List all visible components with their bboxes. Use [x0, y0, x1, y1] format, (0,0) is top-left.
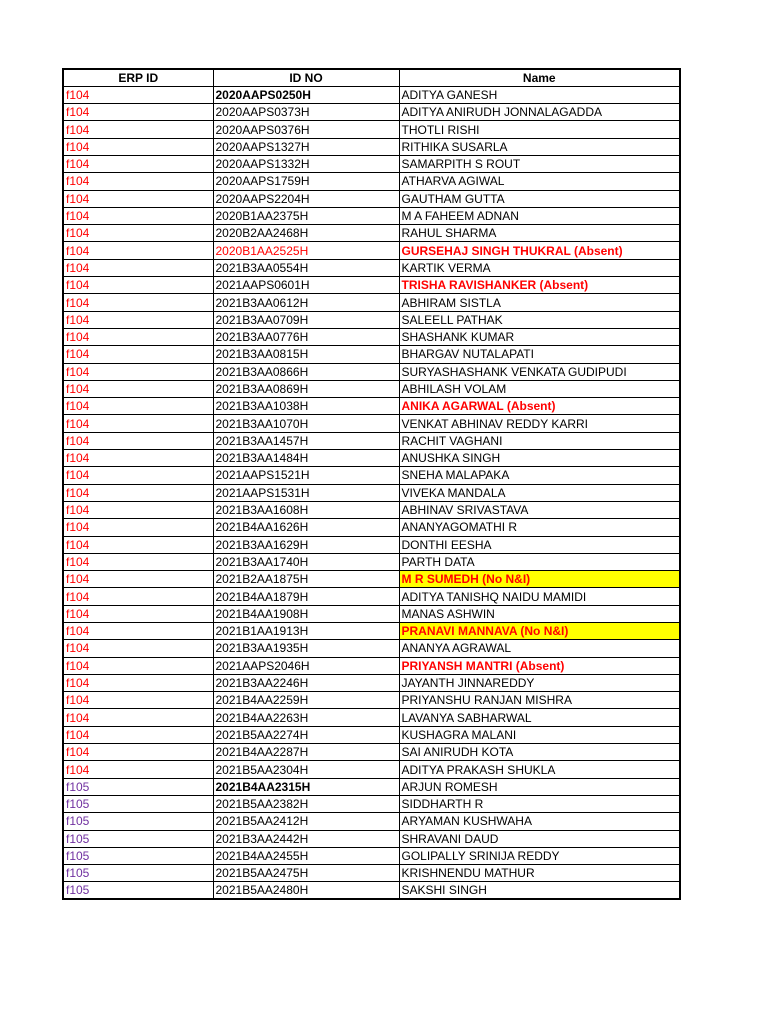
- id-no-cell: 2021B4AA2259H: [213, 692, 399, 709]
- name-cell: PRIYANSH MANTRI (Absent): [399, 657, 680, 674]
- name-cell: MANAS ASHWIN: [399, 605, 680, 622]
- erp-id-cell: f105: [63, 830, 213, 847]
- id-no-cell: 2021B3AA0776H: [213, 328, 399, 345]
- erp-id-cell: f104: [63, 553, 213, 570]
- name-cell: ADITYA GANESH: [399, 86, 680, 103]
- name-cell: M A FAHEEM ADNAN: [399, 207, 680, 224]
- header-erp-id: ERP ID: [63, 69, 213, 86]
- table-row: [63, 363, 680, 380]
- table-row: [63, 553, 680, 570]
- id-no-cell: 2021B3AA0554H: [213, 259, 399, 276]
- table-row: [63, 398, 680, 415]
- id-no-cell: 2020AAPS0250H: [213, 86, 399, 103]
- name-cell: SURYASHASHANK VENKATA GUDIPUDI: [399, 363, 680, 380]
- table-row: [63, 277, 680, 294]
- table-row: [63, 501, 680, 518]
- id-no-cell: 2021B3AA1740H: [213, 553, 399, 570]
- erp-id-cell: f104: [63, 467, 213, 484]
- table-row: [63, 847, 680, 864]
- id-no-cell: 2021B4AA2315H: [213, 778, 399, 795]
- name-cell: PARTH DATA: [399, 553, 680, 570]
- erp-id-cell: f104: [63, 363, 213, 380]
- table-row: [63, 450, 680, 467]
- name-cell: SAMARPITH S ROUT: [399, 155, 680, 172]
- header-id-no: ID NO: [213, 69, 399, 86]
- erp-id-cell: f104: [63, 657, 213, 674]
- header-name: Name: [399, 69, 680, 86]
- erp-id-cell: f104: [63, 225, 213, 242]
- name-cell: RAHUL SHARMA: [399, 225, 680, 242]
- table-row: [63, 138, 680, 155]
- table-row: [63, 207, 680, 224]
- erp-id-cell: f104: [63, 674, 213, 691]
- name-cell: JAYANTH JINNAREDDY: [399, 674, 680, 691]
- table-row: [63, 657, 680, 674]
- table-row: [63, 744, 680, 761]
- id-no-cell: 2020AAPS2204H: [213, 190, 399, 207]
- table-row: [63, 795, 680, 812]
- id-no-cell: 2021B5AA2382H: [213, 795, 399, 812]
- erp-id-cell: f104: [63, 207, 213, 224]
- table-row: [63, 640, 680, 657]
- id-no-cell: 2021B4AA1908H: [213, 605, 399, 622]
- table-body: [63, 86, 680, 899]
- name-cell: ADITYA ANIRUDH JONNALAGADDA: [399, 104, 680, 121]
- name-cell: SIDDHARTH R: [399, 795, 680, 812]
- erp-id-cell: f104: [63, 432, 213, 449]
- erp-id-cell: f104: [63, 242, 213, 259]
- id-no-cell: 2021B3AA0612H: [213, 294, 399, 311]
- id-no-cell: 2021B3AA1070H: [213, 415, 399, 432]
- id-no-cell: 2021B1AA1913H: [213, 623, 399, 640]
- name-cell: ANANYAGOMATHI R: [399, 519, 680, 536]
- erp-id-cell: f105: [63, 813, 213, 830]
- name-cell: ANUSHKA SINGH: [399, 450, 680, 467]
- erp-id-cell: f104: [63, 761, 213, 778]
- erp-id-cell: f104: [63, 726, 213, 743]
- name-cell: SNEHA MALAPAKA: [399, 467, 680, 484]
- attendance-table: [62, 68, 681, 900]
- id-no-cell: 2020B2AA2468H: [213, 225, 399, 242]
- table-row: [63, 726, 680, 743]
- table-row: [63, 242, 680, 259]
- erp-id-cell: f104: [63, 640, 213, 657]
- table-row: [63, 674, 680, 691]
- name-cell: RACHIT VAGHANI: [399, 432, 680, 449]
- name-cell: SHRAVANI DAUD: [399, 830, 680, 847]
- table-row: [63, 173, 680, 190]
- id-no-cell: 2021B2AA1875H: [213, 571, 399, 588]
- name-cell: DONTHI EESHA: [399, 536, 680, 553]
- id-no-cell: 2021B3AA0866H: [213, 363, 399, 380]
- id-no-cell: 2021B3AA0869H: [213, 380, 399, 397]
- table-row: [63, 865, 680, 882]
- name-cell: SAI ANIRUDH KOTA: [399, 744, 680, 761]
- table-row: [63, 778, 680, 795]
- erp-id-cell: f104: [63, 86, 213, 103]
- name-cell: ANANYA AGRAWAL: [399, 640, 680, 657]
- erp-id-cell: f104: [63, 450, 213, 467]
- erp-id-cell: f104: [63, 484, 213, 501]
- id-no-cell: 2021B4AA2287H: [213, 744, 399, 761]
- id-no-cell: 2021B3AA2246H: [213, 674, 399, 691]
- erp-id-cell: f104: [63, 588, 213, 605]
- name-cell: ATHARVA AGIWAL: [399, 173, 680, 190]
- erp-id-cell: f104: [63, 709, 213, 726]
- id-no-cell: 2021B3AA1484H: [213, 450, 399, 467]
- id-no-cell: 2021B4AA2263H: [213, 709, 399, 726]
- table-row: [63, 190, 680, 207]
- erp-id-cell: f104: [63, 519, 213, 536]
- id-no-cell: 2021B3AA2442H: [213, 830, 399, 847]
- id-no-cell: 2021AAPS1521H: [213, 467, 399, 484]
- id-no-cell: 2020AAPS0373H: [213, 104, 399, 121]
- id-no-cell: 2021AAPS2046H: [213, 657, 399, 674]
- id-no-cell: 2021B5AA2274H: [213, 726, 399, 743]
- name-cell: LAVANYA SABHARWAL: [399, 709, 680, 726]
- erp-id-cell: f104: [63, 744, 213, 761]
- table-row: [63, 484, 680, 501]
- erp-id-cell: f104: [63, 692, 213, 709]
- table-row: [63, 588, 680, 605]
- table-row: [63, 813, 680, 830]
- erp-id-cell: f104: [63, 536, 213, 553]
- name-cell: ANIKA AGARWAL (Absent): [399, 398, 680, 415]
- id-no-cell: 2021B4AA1879H: [213, 588, 399, 605]
- erp-id-cell: f105: [63, 795, 213, 812]
- table-row: [63, 380, 680, 397]
- id-no-cell: 2021B3AA1629H: [213, 536, 399, 553]
- erp-id-cell: f104: [63, 398, 213, 415]
- id-no-cell: 2021B4AA1626H: [213, 519, 399, 536]
- erp-id-cell: f105: [63, 847, 213, 864]
- erp-id-cell: f104: [63, 571, 213, 588]
- erp-id-cell: f104: [63, 259, 213, 276]
- erp-id-cell: f104: [63, 380, 213, 397]
- name-cell: GURSEHAJ SINGH THUKRAL (Absent): [399, 242, 680, 259]
- erp-id-cell: f104: [63, 346, 213, 363]
- erp-id-cell: f104: [63, 501, 213, 518]
- table-row: [63, 155, 680, 172]
- erp-id-cell: f104: [63, 311, 213, 328]
- name-cell: M R SUMEDH (No N&I): [399, 571, 680, 588]
- table-row: [63, 709, 680, 726]
- erp-id-cell: f104: [63, 138, 213, 155]
- name-cell: ADITYA PRAKASH SHUKLA: [399, 761, 680, 778]
- id-no-cell: 2021B3AA1457H: [213, 432, 399, 449]
- name-cell: ABHIRAM SISTLA: [399, 294, 680, 311]
- name-cell: VENKAT ABHINAV REDDY KARRI: [399, 415, 680, 432]
- id-no-cell: 2021B3AA0815H: [213, 346, 399, 363]
- erp-id-cell: f104: [63, 104, 213, 121]
- erp-id-cell: f105: [63, 865, 213, 882]
- erp-id-cell: f104: [63, 623, 213, 640]
- name-cell: GAUTHAM GUTTA: [399, 190, 680, 207]
- name-cell: SAKSHI SINGH: [399, 882, 680, 899]
- table-row: [63, 328, 680, 345]
- table-row: [63, 882, 680, 899]
- erp-id-cell: f105: [63, 882, 213, 899]
- id-no-cell: 2021B5AA2412H: [213, 813, 399, 830]
- id-no-cell: 2021AAPS1531H: [213, 484, 399, 501]
- id-no-cell: 2020AAPS1759H: [213, 173, 399, 190]
- id-no-cell: 2020AAPS1327H: [213, 138, 399, 155]
- table-row: [63, 311, 680, 328]
- table-row: [63, 294, 680, 311]
- id-no-cell: 2021B3AA1608H: [213, 501, 399, 518]
- table-row: [63, 432, 680, 449]
- id-no-cell: 2020B1AA2375H: [213, 207, 399, 224]
- table-row: [63, 519, 680, 536]
- erp-id-cell: f104: [63, 190, 213, 207]
- table-row: [63, 86, 680, 103]
- table-row: [63, 415, 680, 432]
- table-row: [63, 259, 680, 276]
- name-cell: PRIYANSHU RANJAN MISHRA: [399, 692, 680, 709]
- id-no-cell: 2021B4AA2455H: [213, 847, 399, 864]
- table-row: [63, 346, 680, 363]
- table-row: [63, 104, 680, 121]
- name-cell: KRISHNENDU MATHUR: [399, 865, 680, 882]
- erp-id-cell: f104: [63, 173, 213, 190]
- erp-id-cell: f104: [63, 155, 213, 172]
- name-cell: KUSHAGRA MALANI: [399, 726, 680, 743]
- erp-id-cell: f104: [63, 605, 213, 622]
- erp-id-cell: f104: [63, 121, 213, 138]
- name-cell: SHASHANK KUMAR: [399, 328, 680, 345]
- id-no-cell: 2020AAPS1332H: [213, 155, 399, 172]
- name-cell: ABHINAV SRIVASTAVA: [399, 501, 680, 518]
- erp-id-cell: f104: [63, 328, 213, 345]
- name-cell: GOLIPALLY SRINIJA REDDY: [399, 847, 680, 864]
- name-cell: SALEELL PATHAK: [399, 311, 680, 328]
- table-row: [63, 605, 680, 622]
- table-row: [63, 121, 680, 138]
- id-no-cell: 2021B3AA0709H: [213, 311, 399, 328]
- table-row: [63, 571, 680, 588]
- name-cell: ABHILASH VOLAM: [399, 380, 680, 397]
- name-cell: ADITYA TANISHQ NAIDU MAMIDI: [399, 588, 680, 605]
- erp-id-cell: f104: [63, 415, 213, 432]
- id-no-cell: 2020B1AA2525H: [213, 242, 399, 259]
- name-cell: VIVEKA MANDALA: [399, 484, 680, 501]
- name-cell: BHARGAV NUTALAPATI: [399, 346, 680, 363]
- table-row: [63, 692, 680, 709]
- erp-id-cell: f104: [63, 294, 213, 311]
- header-row: [63, 69, 680, 86]
- table-row: [63, 536, 680, 553]
- table-row: [63, 225, 680, 242]
- name-cell: RITHIKA SUSARLA: [399, 138, 680, 155]
- table-row: [63, 830, 680, 847]
- id-no-cell: 2021B5AA2304H: [213, 761, 399, 778]
- id-no-cell: 2021B5AA2480H: [213, 882, 399, 899]
- erp-id-cell: f105: [63, 778, 213, 795]
- id-no-cell: 2021AAPS0601H: [213, 277, 399, 294]
- table-row: [63, 761, 680, 778]
- id-no-cell: 2020AAPS0376H: [213, 121, 399, 138]
- name-cell: TRISHA RAVISHANKER (Absent): [399, 277, 680, 294]
- id-no-cell: 2021B3AA1935H: [213, 640, 399, 657]
- name-cell: THOTLI RISHI: [399, 121, 680, 138]
- name-cell: PRANAVI MANNAVA (No N&I): [399, 623, 680, 640]
- table-row: [63, 623, 680, 640]
- id-no-cell: 2021B3AA1038H: [213, 398, 399, 415]
- name-cell: ARJUN ROMESH: [399, 778, 680, 795]
- name-cell: KARTIK VERMA: [399, 259, 680, 276]
- name-cell: ARYAMAN KUSHWAHA: [399, 813, 680, 830]
- erp-id-cell: f104: [63, 277, 213, 294]
- id-no-cell: 2021B5AA2475H: [213, 865, 399, 882]
- table-row: [63, 467, 680, 484]
